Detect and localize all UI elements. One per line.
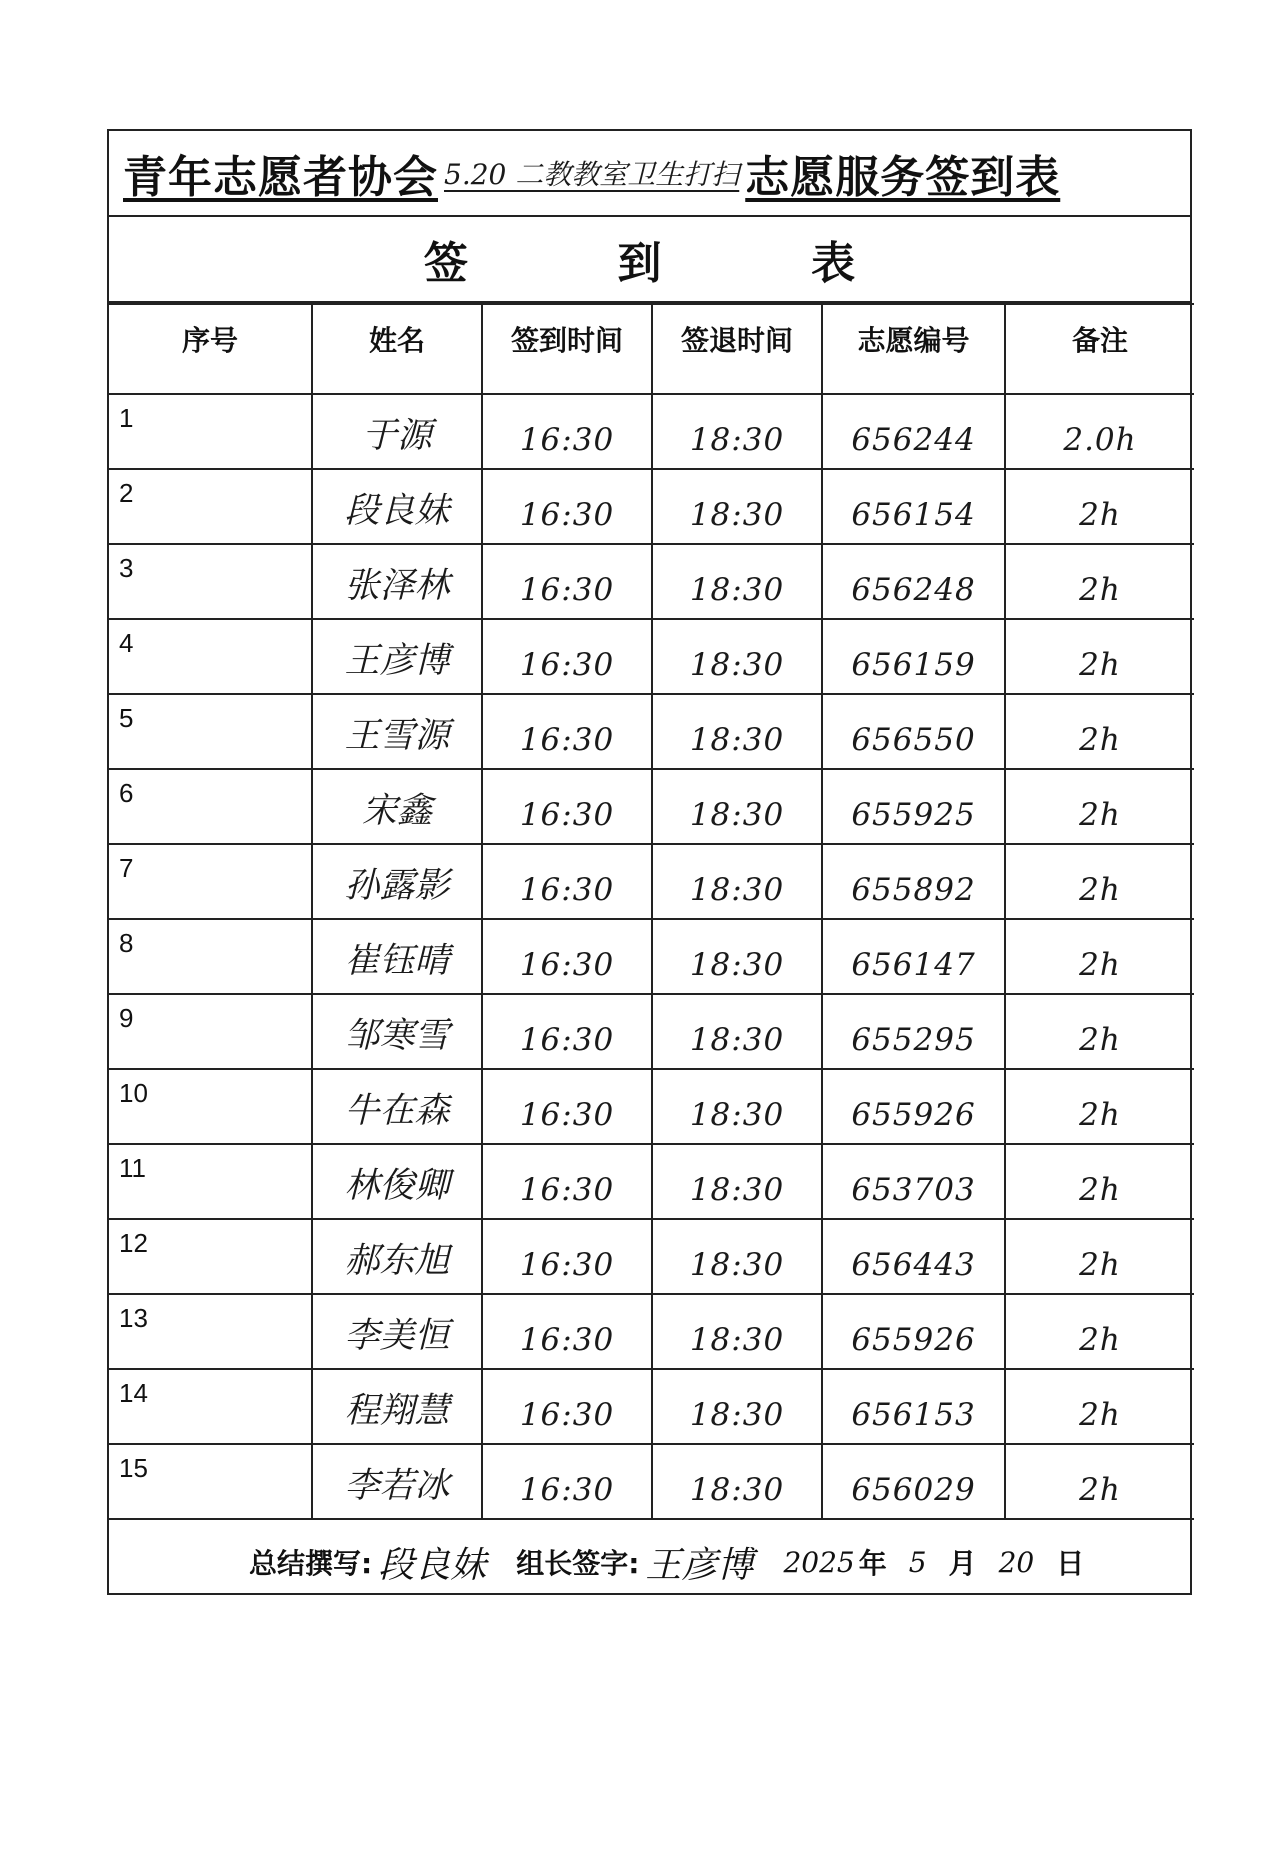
table-cell <box>312 994 482 1069</box>
row-checkin-time: 16:30 <box>519 497 615 533</box>
row-note: 2h <box>1079 1097 1121 1133</box>
table-cell <box>822 1144 1005 1219</box>
row-checkin-time: 16:30 <box>519 872 615 908</box>
title-suffix: 志愿服务签到表 <box>745 152 1061 203</box>
subtitle-char: 到 <box>617 238 662 289</box>
table-cell <box>652 769 822 844</box>
table-cell <box>822 394 1005 469</box>
table-cell <box>1005 619 1194 694</box>
row-note: 2h <box>1079 1247 1121 1283</box>
column-header-checkin: 签到时间 <box>482 304 652 394</box>
table-cell <box>822 844 1005 919</box>
row-checkin-time: 16:30 <box>519 422 615 458</box>
table-cell <box>482 994 652 1069</box>
sign-in-table <box>109 303 1194 1520</box>
table-cell <box>312 1144 482 1219</box>
table-cell <box>822 1444 1005 1519</box>
date-month-label: 月 <box>948 1547 977 1580</box>
row-volunteer-id: 656154 <box>851 497 976 533</box>
row-checkin-time: 16:30 <box>519 797 615 833</box>
table-cell <box>312 1369 482 1444</box>
sign-in-sheet <box>107 129 1192 1595</box>
table-cell <box>482 394 652 469</box>
subtitle-char: 表 <box>811 238 856 289</box>
table-cell <box>822 619 1005 694</box>
column-header-note: 备注 <box>1005 304 1194 394</box>
table-cell <box>1005 1294 1194 1369</box>
row-volunteer-id: 656244 <box>851 422 976 458</box>
row-seq: 7 <box>119 853 134 883</box>
row-name: 郝东旭 <box>344 1241 450 1281</box>
table-cell <box>1005 994 1194 1069</box>
table-cell <box>482 844 652 919</box>
table-cell <box>652 469 822 544</box>
table-cell <box>1005 1069 1194 1144</box>
row-checkin-time: 16:30 <box>519 1172 615 1208</box>
title-row <box>109 131 1190 217</box>
row-note: 2h <box>1079 722 1121 758</box>
table-cell <box>822 544 1005 619</box>
row-checkout-time: 18:30 <box>689 1322 785 1358</box>
row-volunteer-id: 656550 <box>851 722 976 758</box>
table-cell <box>482 1069 652 1144</box>
table-cell <box>312 544 482 619</box>
table-cell <box>312 1294 482 1369</box>
row-checkout-time: 18:30 <box>689 1397 785 1433</box>
row-seq: 10 <box>119 1078 148 1108</box>
table-cell <box>109 394 312 469</box>
table-cell <box>652 1444 822 1519</box>
date-day-label: 日 <box>1056 1547 1085 1580</box>
row-name: 宋鑫 <box>361 791 432 831</box>
row-name: 邹寒雪 <box>344 1016 450 1056</box>
row-volunteer-id: 656153 <box>851 1397 976 1433</box>
table-row <box>109 1069 1194 1144</box>
table-cell <box>109 844 312 919</box>
table-cell <box>822 994 1005 1069</box>
table-cell <box>652 1219 822 1294</box>
row-note: 2h <box>1079 1472 1121 1508</box>
row-seq: 2 <box>119 478 134 508</box>
table-cell <box>109 469 312 544</box>
row-checkout-time: 18:30 <box>689 1022 785 1058</box>
table-cell <box>652 844 822 919</box>
table-cell <box>109 694 312 769</box>
table-cell <box>1005 394 1194 469</box>
table-cell <box>109 919 312 994</box>
table-cell <box>109 1369 312 1444</box>
subtitle-char: 签 <box>423 238 468 289</box>
table-row <box>109 694 1194 769</box>
table-cell <box>482 919 652 994</box>
table-cell <box>1005 1444 1194 1519</box>
table-cell <box>652 919 822 994</box>
table-cell <box>652 1144 822 1219</box>
column-header-seq: 序号 <box>109 304 312 394</box>
row-volunteer-id: 656248 <box>851 572 976 608</box>
table-cell <box>1005 1219 1194 1294</box>
row-checkin-time: 16:30 <box>519 1322 615 1358</box>
row-volunteer-id: 655892 <box>851 872 976 908</box>
row-checkout-time: 18:30 <box>689 497 785 533</box>
table-cell <box>312 394 482 469</box>
table-cell <box>822 469 1005 544</box>
row-note: 2h <box>1079 797 1121 833</box>
row-name: 于源 <box>361 416 432 456</box>
table-cell <box>312 469 482 544</box>
row-checkin-time: 16:30 <box>519 947 615 983</box>
row-seq: 6 <box>119 778 134 808</box>
table-cell <box>822 919 1005 994</box>
row-note: 2h <box>1079 572 1121 608</box>
row-seq: 8 <box>119 928 134 958</box>
table-cell <box>1005 469 1194 544</box>
table-row <box>109 844 1194 919</box>
table-cell <box>822 1069 1005 1144</box>
table-cell <box>482 1219 652 1294</box>
row-note: 2.0h <box>1063 422 1137 458</box>
table-cell <box>312 844 482 919</box>
row-checkin-time: 16:30 <box>519 1097 615 1133</box>
header-row <box>109 304 1194 394</box>
date-month: 5 <box>908 1545 927 1579</box>
row-checkout-time: 18:30 <box>689 572 785 608</box>
table-cell <box>482 1144 652 1219</box>
date-year: 2025 <box>783 1545 855 1579</box>
table-row <box>109 394 1194 469</box>
table-cell <box>1005 919 1194 994</box>
column-header-checkout: 签退时间 <box>652 304 822 394</box>
row-name: 牛在森 <box>344 1091 450 1131</box>
footer-row <box>109 1520 1190 1604</box>
table-cell <box>822 1369 1005 1444</box>
row-checkin-time: 16:30 <box>519 1247 615 1283</box>
row-checkout-time: 18:30 <box>689 947 785 983</box>
row-seq: 14 <box>119 1378 148 1408</box>
table-cell <box>312 694 482 769</box>
table-row <box>109 1219 1194 1294</box>
row-name: 王彦博 <box>344 641 450 681</box>
table-cell <box>109 1219 312 1294</box>
row-checkin-time: 16:30 <box>519 722 615 758</box>
row-name: 段良妹 <box>344 491 450 531</box>
table-cell <box>482 1294 652 1369</box>
table-cell <box>652 994 822 1069</box>
table-row <box>109 919 1194 994</box>
row-seq: 3 <box>119 553 134 583</box>
row-name: 崔钰晴 <box>344 941 450 981</box>
table-cell <box>109 619 312 694</box>
row-note: 2h <box>1079 497 1121 533</box>
row-volunteer-id: 655925 <box>851 797 976 833</box>
column-header-volunteer-id: 志愿编号 <box>822 304 1005 394</box>
table-cell <box>109 1444 312 1519</box>
table-row <box>109 1144 1194 1219</box>
table-cell <box>482 1444 652 1519</box>
table-cell <box>109 1294 312 1369</box>
summary-label: 总结撰写: <box>249 1547 373 1580</box>
table-cell <box>652 544 822 619</box>
row-checkout-time: 18:30 <box>689 1172 785 1208</box>
table-cell <box>109 1144 312 1219</box>
table-cell <box>1005 1144 1194 1219</box>
table-cell <box>312 619 482 694</box>
subtitle-row <box>109 217 1190 303</box>
table-cell <box>312 1069 482 1144</box>
row-volunteer-id: 656029 <box>851 1472 976 1508</box>
table-row <box>109 1294 1194 1369</box>
title-event-handwritten: 5.20 二教教室卫生打扫 <box>444 158 740 191</box>
row-note: 2h <box>1079 1172 1121 1208</box>
row-note: 2h <box>1079 1322 1121 1358</box>
row-checkin-time: 16:30 <box>519 1397 615 1433</box>
row-checkout-time: 18:30 <box>689 647 785 683</box>
row-checkout-time: 18:30 <box>689 422 785 458</box>
table-row <box>109 1444 1194 1519</box>
table-cell <box>822 694 1005 769</box>
table-cell <box>109 544 312 619</box>
row-checkin-time: 16:30 <box>519 1472 615 1508</box>
row-name: 林俊卿 <box>344 1166 450 1206</box>
table-cell <box>822 1294 1005 1369</box>
row-note: 2h <box>1079 647 1121 683</box>
row-checkin-time: 16:30 <box>519 647 615 683</box>
row-seq: 5 <box>119 703 134 733</box>
table-row <box>109 1369 1194 1444</box>
row-name: 程翔慧 <box>344 1391 450 1431</box>
table-cell <box>1005 694 1194 769</box>
table-cell <box>482 1369 652 1444</box>
table-cell <box>1005 544 1194 619</box>
table-cell <box>652 394 822 469</box>
table-cell <box>822 769 1005 844</box>
table-cell <box>482 619 652 694</box>
row-checkout-time: 18:30 <box>689 1247 785 1283</box>
table-cell <box>482 694 652 769</box>
row-seq: 11 <box>119 1153 146 1183</box>
row-name: 李美恒 <box>344 1316 450 1356</box>
summary-signature: 段良妹 <box>378 1544 487 1586</box>
row-note: 2h <box>1079 1022 1121 1058</box>
table-cell <box>652 1069 822 1144</box>
leader-label: 组长签字: <box>516 1547 640 1580</box>
row-seq: 15 <box>119 1453 148 1483</box>
row-note: 2h <box>1079 872 1121 908</box>
table-row <box>109 994 1194 1069</box>
row-seq: 9 <box>119 1003 134 1033</box>
row-checkout-time: 18:30 <box>689 872 785 908</box>
row-seq: 13 <box>119 1303 148 1333</box>
table-cell <box>1005 844 1194 919</box>
table-cell <box>109 1069 312 1144</box>
column-header-name: 姓名 <box>312 304 482 394</box>
table-cell <box>652 1369 822 1444</box>
row-checkout-time: 18:30 <box>689 1472 785 1508</box>
table-row <box>109 544 1194 619</box>
row-name: 张泽林 <box>344 566 450 606</box>
row-volunteer-id: 653703 <box>851 1172 976 1208</box>
date-year-label: 年 <box>858 1547 887 1580</box>
table-cell <box>109 769 312 844</box>
row-name: 王雪源 <box>344 716 450 756</box>
table-row <box>109 619 1194 694</box>
table-cell <box>652 1294 822 1369</box>
row-volunteer-id: 656147 <box>851 947 976 983</box>
table-cell <box>109 994 312 1069</box>
row-seq: 12 <box>119 1228 148 1258</box>
table-cell <box>652 619 822 694</box>
table-row <box>109 769 1194 844</box>
table-cell <box>482 769 652 844</box>
row-name: 孙露影 <box>344 866 450 906</box>
table-cell <box>1005 1369 1194 1444</box>
row-note: 2h <box>1079 1397 1121 1433</box>
date-day: 20 <box>998 1545 1035 1579</box>
table-row <box>109 469 1194 544</box>
row-seq: 1 <box>119 403 134 433</box>
leader-signature: 王彦博 <box>645 1544 754 1586</box>
row-volunteer-id: 655295 <box>851 1022 976 1058</box>
table-cell <box>312 1444 482 1519</box>
table-cell <box>1005 769 1194 844</box>
row-checkin-time: 16:30 <box>519 1022 615 1058</box>
row-seq: 4 <box>119 628 134 658</box>
row-checkout-time: 18:30 <box>689 1097 785 1133</box>
row-volunteer-id: 655926 <box>851 1097 976 1133</box>
title-prefix: 青年志愿者协会 <box>123 152 438 203</box>
table-cell <box>312 769 482 844</box>
table-cell <box>482 544 652 619</box>
row-volunteer-id: 656443 <box>851 1247 976 1283</box>
table-cell <box>482 469 652 544</box>
table-cell <box>822 1219 1005 1294</box>
row-volunteer-id: 655926 <box>851 1322 976 1358</box>
table-cell <box>312 919 482 994</box>
row-volunteer-id: 656159 <box>851 647 976 683</box>
row-note: 2h <box>1079 947 1121 983</box>
row-name: 李若冰 <box>344 1466 450 1506</box>
table-cell <box>652 694 822 769</box>
row-checkout-time: 18:30 <box>689 797 785 833</box>
table-cell <box>312 1219 482 1294</box>
row-checkout-time: 18:30 <box>689 722 785 758</box>
row-checkin-time: 16:30 <box>519 572 615 608</box>
